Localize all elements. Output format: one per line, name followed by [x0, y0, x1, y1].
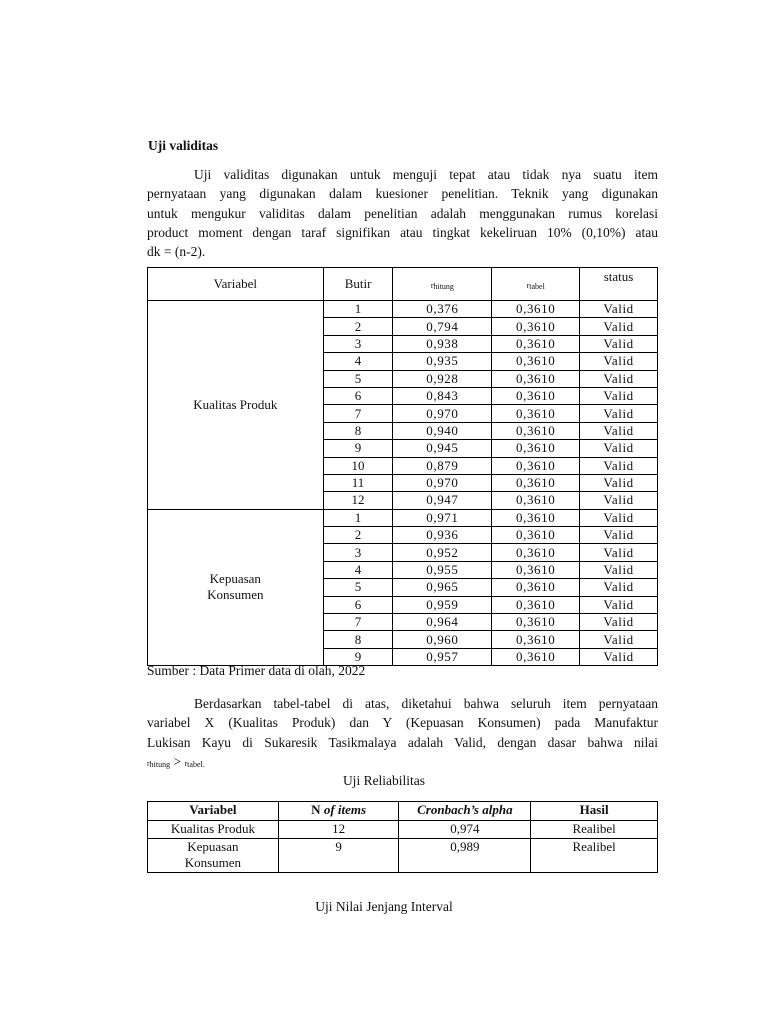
r-tabel-cell: 0,3610 — [492, 301, 580, 318]
r-hitung-cell: 0,959 — [393, 596, 492, 613]
variable-group-cell — [148, 301, 324, 510]
butir-cell: 1 — [323, 301, 393, 318]
header-r-tabel — [492, 268, 580, 301]
formula-right-sub: tabel. — [187, 759, 205, 769]
rel-variable-cell — [148, 821, 279, 839]
r-hitung-cell: 0,936 — [393, 527, 492, 544]
r-hitung-cell: 0,955 — [393, 561, 492, 578]
status-cell: Valid — [580, 527, 658, 544]
intro-line: Uji validitas digunakan untuk menguji tepat atau tidak nya suatu item — [194, 167, 658, 182]
status-cell: Valid — [580, 405, 658, 422]
r-tabel-cell: 0,3610 — [492, 457, 580, 474]
header-butir: Butir — [323, 268, 393, 301]
header-r-tabel-sub: tabel — [529, 282, 545, 291]
rel-header-alpha-text: Cronbach’s alpha — [417, 802, 513, 817]
status-cell: Valid — [580, 440, 658, 457]
status-cell: Valid — [580, 509, 658, 526]
r-hitung-cell: 0,957 — [393, 648, 492, 665]
status-cell: Valid — [580, 370, 658, 387]
rel-alpha-cell: 0,974 — [399, 821, 531, 839]
table-row — [148, 821, 658, 839]
r-hitung-cell: 0,971 — [393, 509, 492, 526]
r-hitung-cell: 0,960 — [393, 631, 492, 648]
intro-line: untuk mengukur validitas dalam penelitian adalah menggunakan rumus korelasi — [147, 205, 658, 221]
reliability-table-header — [148, 802, 658, 821]
status-cell: Valid — [580, 596, 658, 613]
butir-cell: 8 — [323, 422, 393, 439]
r-tabel-cell: 0,3610 — [492, 614, 580, 631]
rel-hasil-cell: Realibel — [531, 838, 658, 872]
status-cell: Valid — [580, 387, 658, 404]
validity-table-header — [148, 268, 658, 301]
source-note: Sumber : Data Primer data di olah, 2022 — [147, 663, 366, 678]
status-cell: Valid — [580, 353, 658, 370]
r-tabel-cell: 0,3610 — [492, 474, 580, 491]
rel-variable-label: Konsumen — [184, 855, 242, 870]
status-cell: Valid — [580, 457, 658, 474]
butir-cell: 3 — [323, 544, 393, 561]
r-tabel-cell: 0,3610 — [492, 579, 580, 596]
status-cell: Valid — [580, 614, 658, 631]
conclusion-line: Berdasarkan tabel-tabel di atas, diketahui bahwa seluruh item pernyataan — [194, 696, 658, 711]
r-hitung-cell: 0,794 — [393, 318, 492, 335]
butir-cell: 1 — [323, 509, 393, 526]
r-hitung-cell: 0,879 — [393, 457, 492, 474]
conclusion-line: Lukisan Kayu di Sukaresik Tasikmalaya adalah Valid, dengan dasar bahwa nilai — [147, 734, 658, 750]
r-tabel-cell: 0,3610 — [492, 422, 580, 439]
r-hitung-cell: 0,945 — [393, 440, 492, 457]
r-hitung-cell: 0,952 — [393, 544, 492, 561]
butir-cell: 2 — [323, 318, 393, 335]
status-cell: Valid — [580, 422, 658, 439]
butir-cell: 4 — [323, 353, 393, 370]
rel-header-n-prefix: N — [311, 802, 324, 817]
r-hitung-cell: 0,970 — [393, 474, 492, 491]
formula-left-sub: hitung — [149, 759, 171, 769]
intro-line: dk = (n-2). — [147, 244, 206, 260]
butir-cell: 12 — [323, 492, 393, 509]
status-cell: Valid — [580, 631, 658, 648]
status-cell: Valid — [580, 648, 658, 665]
r-hitung-cell: 0,965 — [393, 579, 492, 596]
butir-cell: 6 — [323, 596, 393, 613]
reliability-title: Uji Reliabilitas — [342, 773, 426, 788]
butir-cell: 9 — [323, 440, 393, 457]
variable-label: Kualitas Produk — [193, 396, 278, 412]
r-hitung-cell: 0,935 — [393, 353, 492, 370]
validity-table — [147, 267, 658, 666]
status-cell: Valid — [580, 474, 658, 491]
r-hitung-cell: 0,970 — [393, 405, 492, 422]
rel-hasil-cell: Realibel — [531, 821, 658, 839]
header-r-hitung-sub: hitung — [433, 282, 454, 291]
formula-left-base: r — [147, 758, 150, 768]
r-tabel-cell: 0,3610 — [492, 596, 580, 613]
butir-cell: 5 — [323, 579, 393, 596]
rel-header-n-italic: of items — [323, 802, 367, 817]
r-tabel-cell: 0,3610 — [492, 648, 580, 665]
status-cell: Valid — [580, 544, 658, 561]
r-hitung-cell: 0,376 — [393, 301, 492, 318]
r-tabel-cell: 0,3610 — [492, 544, 580, 561]
status-cell: Valid — [580, 579, 658, 596]
rel-header-alpha — [399, 802, 531, 821]
r-hitung-cell: 0,843 — [393, 387, 492, 404]
header-r-tabel-base: r — [526, 281, 530, 290]
r-hitung-cell: 0,964 — [393, 614, 492, 631]
r-tabel-cell: 0,3610 — [492, 405, 580, 422]
r-hitung-cell: 0,940 — [393, 422, 492, 439]
r-hitung-cell: 0,928 — [393, 370, 492, 387]
intro-paragraph — [147, 165, 658, 261]
status-cell: Valid — [580, 318, 658, 335]
r-tabel-cell: 0,3610 — [492, 353, 580, 370]
status-cell: Valid — [580, 301, 658, 318]
butir-cell: 4 — [323, 561, 393, 578]
rel-header-variabel: Variabel — [148, 802, 279, 821]
r-hitung-cell: 0,947 — [393, 492, 492, 509]
r-hitung-cell: 0,938 — [393, 335, 492, 352]
status-cell: Valid — [580, 561, 658, 578]
reliability-table — [147, 801, 658, 873]
rel-alpha-cell: 0,989 — [399, 838, 531, 872]
intro-line: pernyataan yang digunakan dalam kuesioner penelitian. Teknik yang digunakan — [147, 186, 658, 202]
r-tabel-cell: 0,3610 — [492, 318, 580, 335]
r-tabel-cell: 0,3610 — [492, 492, 580, 509]
variable-group-cell — [148, 509, 324, 666]
rel-n-items-cell: 12 — [278, 821, 399, 839]
butir-cell: 7 — [323, 614, 393, 631]
butir-cell: 2 — [323, 527, 393, 544]
r-tabel-cell: 0,3610 — [492, 335, 580, 352]
formula-operator: > — [173, 753, 182, 769]
r-tabel-cell: 0,3610 — [492, 440, 580, 457]
header-r-hitung-base: r — [430, 281, 434, 290]
status-cell: Valid — [580, 335, 658, 352]
r-tabel-cell: 0,3610 — [492, 527, 580, 544]
status-cell: Valid — [580, 492, 658, 509]
rel-variable-label: Kualitas Produk — [170, 821, 255, 836]
r-tabel-cell: 0,3610 — [492, 561, 580, 578]
header-status: status — [580, 268, 658, 301]
butir-cell: 8 — [323, 631, 393, 648]
variable-label: Kepuasan — [209, 571, 261, 587]
butir-cell: 7 — [323, 405, 393, 422]
conclusion-paragraph — [147, 694, 658, 774]
validity-table-body — [148, 301, 658, 666]
rel-variable-cell — [148, 838, 279, 872]
conclusion-formula — [147, 752, 658, 774]
reliability-table-body — [148, 821, 658, 873]
rel-header-n-items — [278, 802, 399, 821]
r-tabel-cell: 0,3610 — [492, 631, 580, 648]
table-row — [148, 838, 658, 872]
rel-n-items-cell: 9 — [278, 838, 399, 872]
variable-label: Konsumen — [207, 587, 264, 603]
r-tabel-cell: 0,3610 — [492, 509, 580, 526]
butir-cell: 11 — [323, 474, 393, 491]
table-row — [148, 301, 658, 318]
header-r-hitung — [393, 268, 492, 301]
r-tabel-cell: 0,3610 — [492, 370, 580, 387]
butir-cell: 5 — [323, 370, 393, 387]
formula-right-base: r — [184, 758, 188, 768]
butir-cell: 9 — [323, 648, 393, 665]
r-tabel-cell: 0,3610 — [492, 387, 580, 404]
interval-title: Uji Nilai Jenjang Interval — [315, 899, 453, 914]
butir-cell: 3 — [323, 335, 393, 352]
butir-cell: 10 — [323, 457, 393, 474]
rel-variable-label: Kepuasan — [187, 838, 239, 854]
intro-line: product moment dengan taraf signifikan atau tingkat kekeliruan 10% (0,10%) atau — [147, 224, 658, 240]
rel-header-hasil: Hasil — [531, 802, 658, 821]
butir-cell: 6 — [323, 387, 393, 404]
header-variabel: Variabel — [148, 268, 324, 301]
table-row — [148, 509, 658, 526]
conclusion-line: variabel X (Kualitas Produk) dan Y (Kepuasan Konsumen) pada Manufaktur — [147, 715, 658, 731]
section-heading: Uji validitas — [148, 138, 219, 153]
